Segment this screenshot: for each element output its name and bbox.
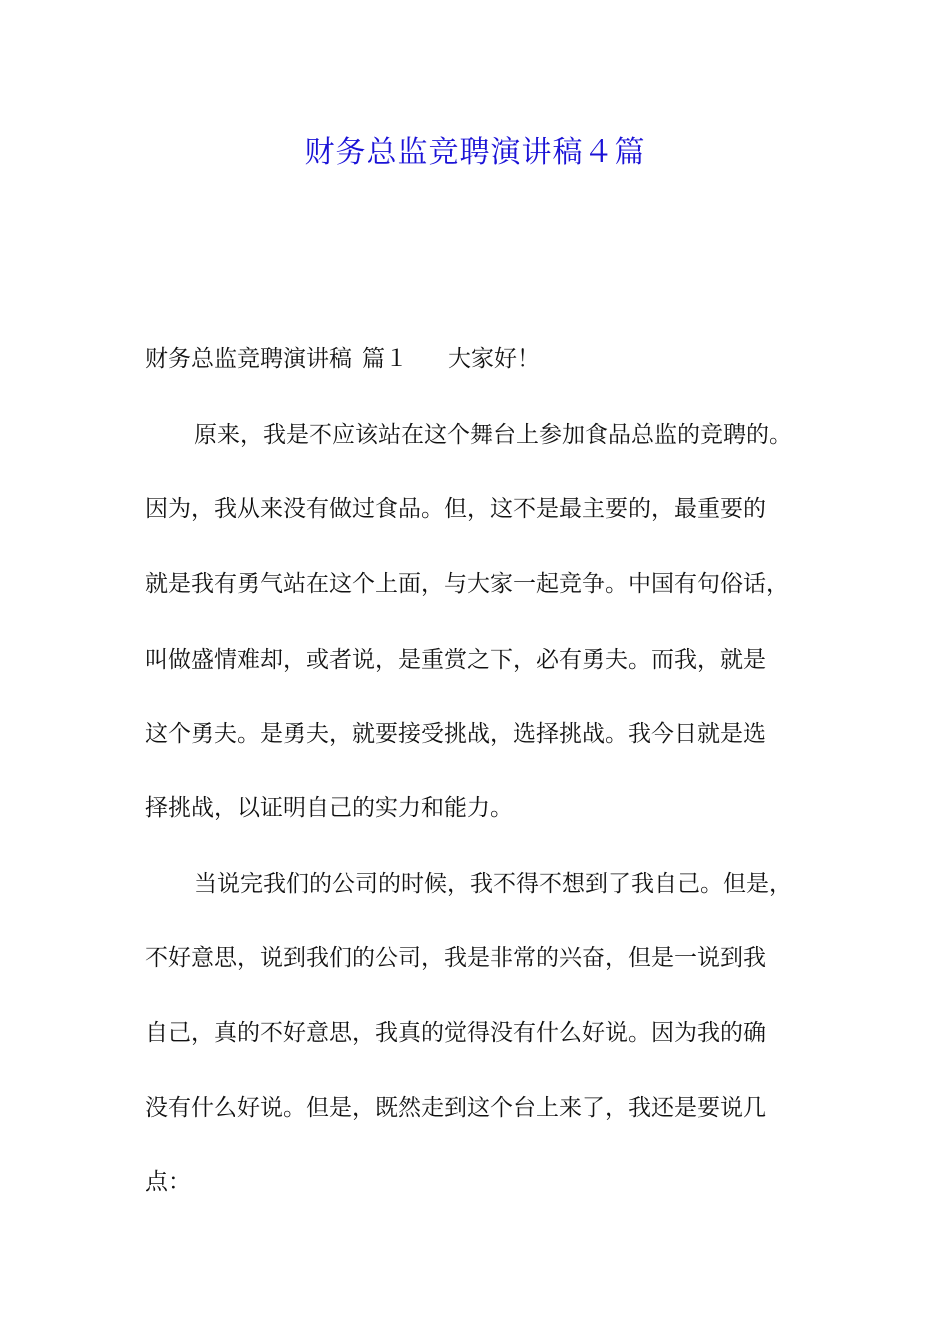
section-heading <box>145 343 835 375</box>
paragraph-1-line-1: 原来，我是不应该站在这个舞台上参加食品总监的竞聘的。 <box>194 422 792 448</box>
document-title: 财务总监竞聘演讲稿４篇 <box>304 135 646 170</box>
section-greeting: 大家好！ <box>448 346 540 372</box>
section-heading-title: 财务总监竞聘演讲稿 <box>145 346 352 372</box>
paragraph-1-line-6: 择挑战，以证明自己的实力和能力。 <box>145 795 513 821</box>
paragraph-2-line-2: 不好意思，说到我们的公司，我是非常的兴奋，但是一说到我 <box>145 945 766 971</box>
paragraph-2-line-4: 没有什么好说。但是，既然走到这个台上来了，我还是要说几 <box>145 1095 766 1121</box>
paragraph-2-line-3: 自己，真的不好意思，我真的觉得没有什么好说。因为我的确 <box>145 1020 766 1046</box>
paragraph-1-line-3: 就是我有勇气站在这个上面，与大家一起竞争。中国有句俗话， <box>145 571 789 597</box>
paragraph-2-line-1: 当说完我们的公司的时候，我不得不想到了我自己。但是， <box>194 871 792 897</box>
section-heading-number: 篇１ <box>362 346 408 372</box>
paragraph-1-line-4: 叫做盛情难却，或者说，是重赏之下，必有勇夫。而我，就是 <box>145 647 766 673</box>
paragraph-2-line-5: 点： <box>145 1169 191 1195</box>
paragraph-1-line-2: 因为，我从来没有做过食品。但，这不是最主要的，最重要的 <box>145 496 766 522</box>
paragraph-1-line-5: 这个勇夫。是勇夫，就要接受挑战，选择挑战。我今日就是选 <box>145 721 766 747</box>
